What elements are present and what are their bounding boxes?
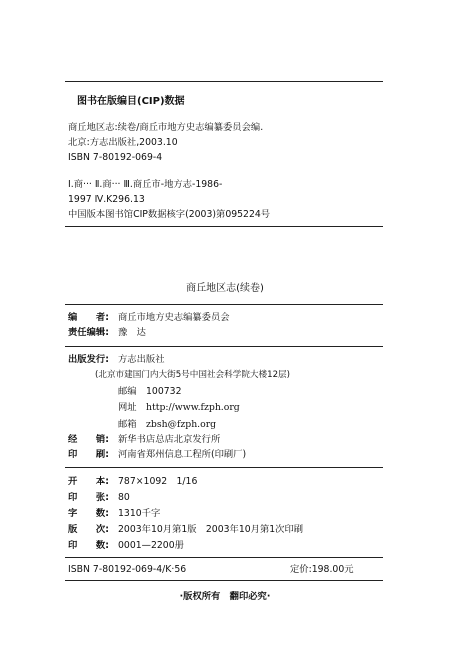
printer-value: 河南省郑州信息工程所(印刷厂) xyxy=(118,449,247,460)
distributor-label: 经 销: xyxy=(68,434,109,445)
cip-line-6: 中国版本图书馆CIP数据核字(2003)第095224号 xyxy=(68,209,271,220)
edition-value: 2003年10月第1版 2003年10月第1次印刷 xyxy=(118,524,304,535)
footer-rule xyxy=(65,580,383,581)
sheets-label: 印 张: xyxy=(68,492,109,503)
top-rule xyxy=(65,81,383,82)
editor-value: 商丘市地方史志编纂委员会 xyxy=(118,312,230,323)
book-title: 商丘地区志(续卷) xyxy=(186,283,264,294)
printer-label: 印 刷: xyxy=(68,449,109,460)
distributor-value: 新华书店总店北京发行所 xyxy=(118,434,221,445)
cip-line-4: Ⅰ.商··· Ⅱ.商··· Ⅲ.商丘市-地方志-1986- xyxy=(68,179,223,190)
postcode-label: 邮编 xyxy=(118,386,137,397)
publisher-address: (北京市建国门内大街5号中国社会科学院大楼12层) xyxy=(95,370,290,380)
website-label: 网址 xyxy=(118,402,137,413)
editor-label: 编 者: xyxy=(68,312,109,323)
word-count-value: 1310千字 xyxy=(118,508,161,519)
cip-line-2: 北京:方志出版社,2003.10 xyxy=(68,137,178,148)
copyright-notice: ·版权所有 翻印必究· xyxy=(179,591,271,602)
word-count-label: 字 数: xyxy=(68,508,109,519)
specs-rule xyxy=(65,557,383,558)
email-label: 邮箱 xyxy=(118,419,137,430)
format-value: 787×1092 1/16 xyxy=(118,476,198,487)
isbn-line: ISBN 7-80192-069-4/K·56 xyxy=(68,564,187,575)
format-label: 开 本: xyxy=(68,476,109,487)
website-link: http://www.fzph.org xyxy=(146,402,240,413)
cip-heading: 图书在版编目(CIP)数据 xyxy=(77,96,185,107)
edition-label: 版 次: xyxy=(68,524,109,535)
editor-rule xyxy=(65,346,383,347)
cip-line-1: 商丘地区志:续卷/商丘市地方史志编纂委员会编. xyxy=(68,122,264,133)
print-run-value: 0001—2200册 xyxy=(118,540,184,551)
sheets-value: 80 xyxy=(118,492,130,503)
postcode-value: 100732 xyxy=(146,386,182,397)
publisher-name: 方志出版社 xyxy=(118,354,165,365)
chief-editor-label: 责任编辑: xyxy=(68,327,109,338)
email-value: zbsh@fzph.org xyxy=(146,419,217,430)
cip-line-5: 1997 Ⅳ.K296.13 xyxy=(68,194,145,205)
publisher-rule xyxy=(65,467,383,468)
title-rule xyxy=(65,304,383,305)
print-run-label: 印 数: xyxy=(68,540,109,551)
chief-editor-value: 豫 达 xyxy=(118,327,146,338)
cip-line-3: ISBN 7-80192-069-4 xyxy=(68,152,163,163)
price: 定价:198.00元 xyxy=(290,564,354,575)
cip-bottom-rule xyxy=(65,226,383,227)
publisher-label: 出版发行: xyxy=(68,354,109,365)
